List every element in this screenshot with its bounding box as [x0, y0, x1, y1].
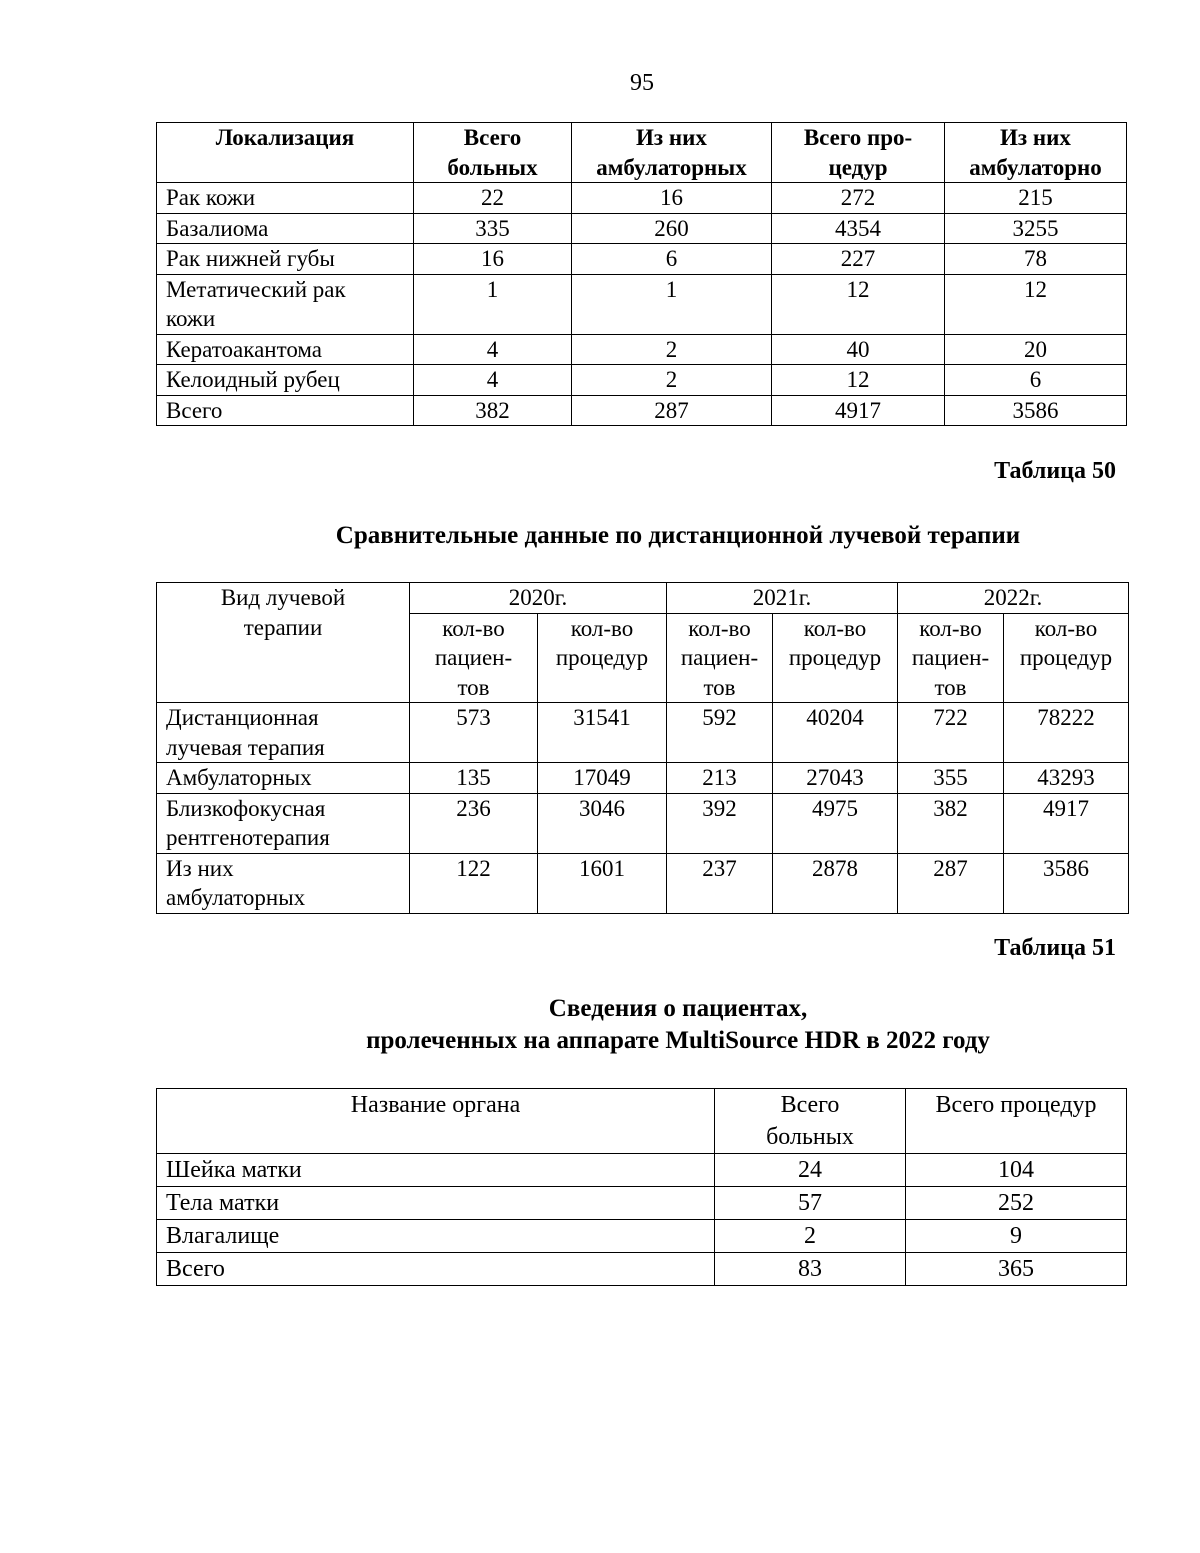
cell: 24: [715, 1154, 906, 1187]
table-50-title: Сравнительные данные по дистанционной лучевой терапии: [335, 522, 1021, 549]
row-name: Всего: [157, 395, 414, 426]
row-name: Рак кожи: [157, 183, 414, 214]
cell: 20: [945, 334, 1127, 365]
page-number: 95: [630, 70, 654, 96]
cell: 12: [772, 274, 945, 334]
cell: 3046: [538, 793, 667, 853]
subheader-patients: кол-во пациен- тов: [410, 613, 538, 703]
subheader-patients: кол-во пациен- тов: [667, 613, 773, 703]
cell: 335: [414, 213, 572, 244]
table-row: [157, 853, 1129, 913]
table-row: [157, 703, 1129, 763]
cell: 27043: [773, 763, 898, 794]
cell: 1: [572, 274, 772, 334]
subheader-procedures: кол-во процедур: [538, 613, 667, 703]
cell: 12: [945, 274, 1127, 334]
cell: 83: [715, 1253, 906, 1286]
table-row: [157, 244, 1127, 275]
cell: 260: [572, 213, 772, 244]
row-name: Келоидный рубец: [157, 365, 414, 396]
cell: 43293: [1004, 763, 1129, 794]
table-multisource-hdr: [156, 1088, 1127, 1286]
cell: 122: [410, 853, 538, 913]
header-kind: Вид лучевой терапии: [157, 583, 410, 703]
cell: 237: [667, 853, 773, 913]
subheader-patients: кол-во пациен- тов: [898, 613, 1004, 703]
cell: 3255: [945, 213, 1127, 244]
cell: 16: [572, 183, 772, 214]
cell: 287: [572, 395, 772, 426]
table-skin-localization: [156, 122, 1127, 426]
cell: 355: [898, 763, 1004, 794]
row-name: Базалиома: [157, 213, 414, 244]
row-name: Дистанционная лучевая терапия: [157, 703, 410, 763]
cell: 9: [906, 1220, 1127, 1253]
cell: 1601: [538, 853, 667, 913]
cell: 4: [414, 365, 572, 396]
table-50-caption: Таблица 50: [994, 458, 1116, 484]
cell: 592: [667, 703, 773, 763]
header-year: 2022г.: [898, 583, 1129, 614]
cell: 40204: [773, 703, 898, 763]
header-outpatients: Из них амбулаторных: [572, 123, 772, 183]
row-name: Кератоакантома: [157, 334, 414, 365]
table-row: [157, 793, 1129, 853]
table-row: [157, 1187, 1127, 1220]
cell: 382: [414, 395, 572, 426]
row-name: Тела матки: [157, 1187, 715, 1220]
table-row-total: [157, 1253, 1127, 1286]
table-row-total: [157, 395, 1127, 426]
header-year: 2021г.: [667, 583, 898, 614]
cell: 16: [414, 244, 572, 275]
cell: 272: [772, 183, 945, 214]
cell: 3586: [945, 395, 1127, 426]
cell: 78: [945, 244, 1127, 275]
cell: 227: [772, 244, 945, 275]
table-row: [157, 365, 1127, 396]
row-name: Амбулаторных: [157, 763, 410, 794]
cell: 4917: [772, 395, 945, 426]
cell: 215: [945, 183, 1127, 214]
table-header-row: [157, 1089, 1127, 1154]
cell: 17049: [538, 763, 667, 794]
cell: 2878: [773, 853, 898, 913]
header-outpatient-procedures: Из них амбулаторно: [945, 123, 1127, 183]
cell: 382: [898, 793, 1004, 853]
cell: 78222: [1004, 703, 1129, 763]
table-row: [157, 1154, 1127, 1187]
cell: 4917: [1004, 793, 1129, 853]
cell: 31541: [538, 703, 667, 763]
header-total-patients: Всего больных: [414, 123, 572, 183]
cell: 6: [572, 244, 772, 275]
header-year: 2020г.: [410, 583, 667, 614]
header-total-procedures: Всего процедур: [906, 1089, 1127, 1154]
header-total-patients: Всего больных: [715, 1089, 906, 1154]
cell: 365: [906, 1253, 1127, 1286]
subheader-procedures: кол-во процедур: [773, 613, 898, 703]
cell: 22: [414, 183, 572, 214]
cell: 4975: [773, 793, 898, 853]
table-51-title-line1: Сведения о пациентах,: [548, 995, 808, 1022]
cell: 722: [898, 703, 1004, 763]
cell: 104: [906, 1154, 1127, 1187]
table-51-title-line2: пролеченных на аппарате MultiSource HDR в 2022 году: [366, 1027, 990, 1054]
header-localization: Локализация: [157, 123, 414, 183]
table-header-row: [157, 123, 1127, 183]
cell: 4354: [772, 213, 945, 244]
table-row: [157, 1220, 1127, 1253]
table-row: [157, 763, 1129, 794]
cell: 236: [410, 793, 538, 853]
cell: 3586: [1004, 853, 1129, 913]
cell: 392: [667, 793, 773, 853]
table-row: [157, 213, 1127, 244]
table-row: [157, 183, 1127, 214]
subheader-procedures: кол-во процедур: [1004, 613, 1129, 703]
row-name: Шейка матки: [157, 1154, 715, 1187]
row-name: Всего: [157, 1253, 715, 1286]
row-name: Из них амбулаторных: [157, 853, 410, 913]
cell: 135: [410, 763, 538, 794]
table-51-caption: Таблица 51: [994, 935, 1116, 961]
row-name: Метатический рак кожи: [157, 274, 414, 334]
header-organ: Название органа: [157, 1089, 715, 1154]
table-header-row: [157, 583, 1129, 614]
cell: 252: [906, 1187, 1127, 1220]
cell: 57: [715, 1187, 906, 1220]
cell: 40: [772, 334, 945, 365]
header-total-procedures: Всего про- цедур: [772, 123, 945, 183]
cell: 6: [945, 365, 1127, 396]
cell: 2: [572, 334, 772, 365]
cell: 287: [898, 853, 1004, 913]
cell: 213: [667, 763, 773, 794]
table-row: [157, 334, 1127, 365]
cell: 12: [772, 365, 945, 396]
row-name: Влагалище: [157, 1220, 715, 1253]
cell: 2: [572, 365, 772, 396]
row-name: Рак нижней губы: [157, 244, 414, 275]
table-row: [157, 274, 1127, 334]
cell: 4: [414, 334, 572, 365]
cell: 2: [715, 1220, 906, 1253]
cell: 1: [414, 274, 572, 334]
cell: 573: [410, 703, 538, 763]
row-name: Близкофокусная рентгенотерапия: [157, 793, 410, 853]
table-external-radiotherapy: [156, 582, 1129, 914]
